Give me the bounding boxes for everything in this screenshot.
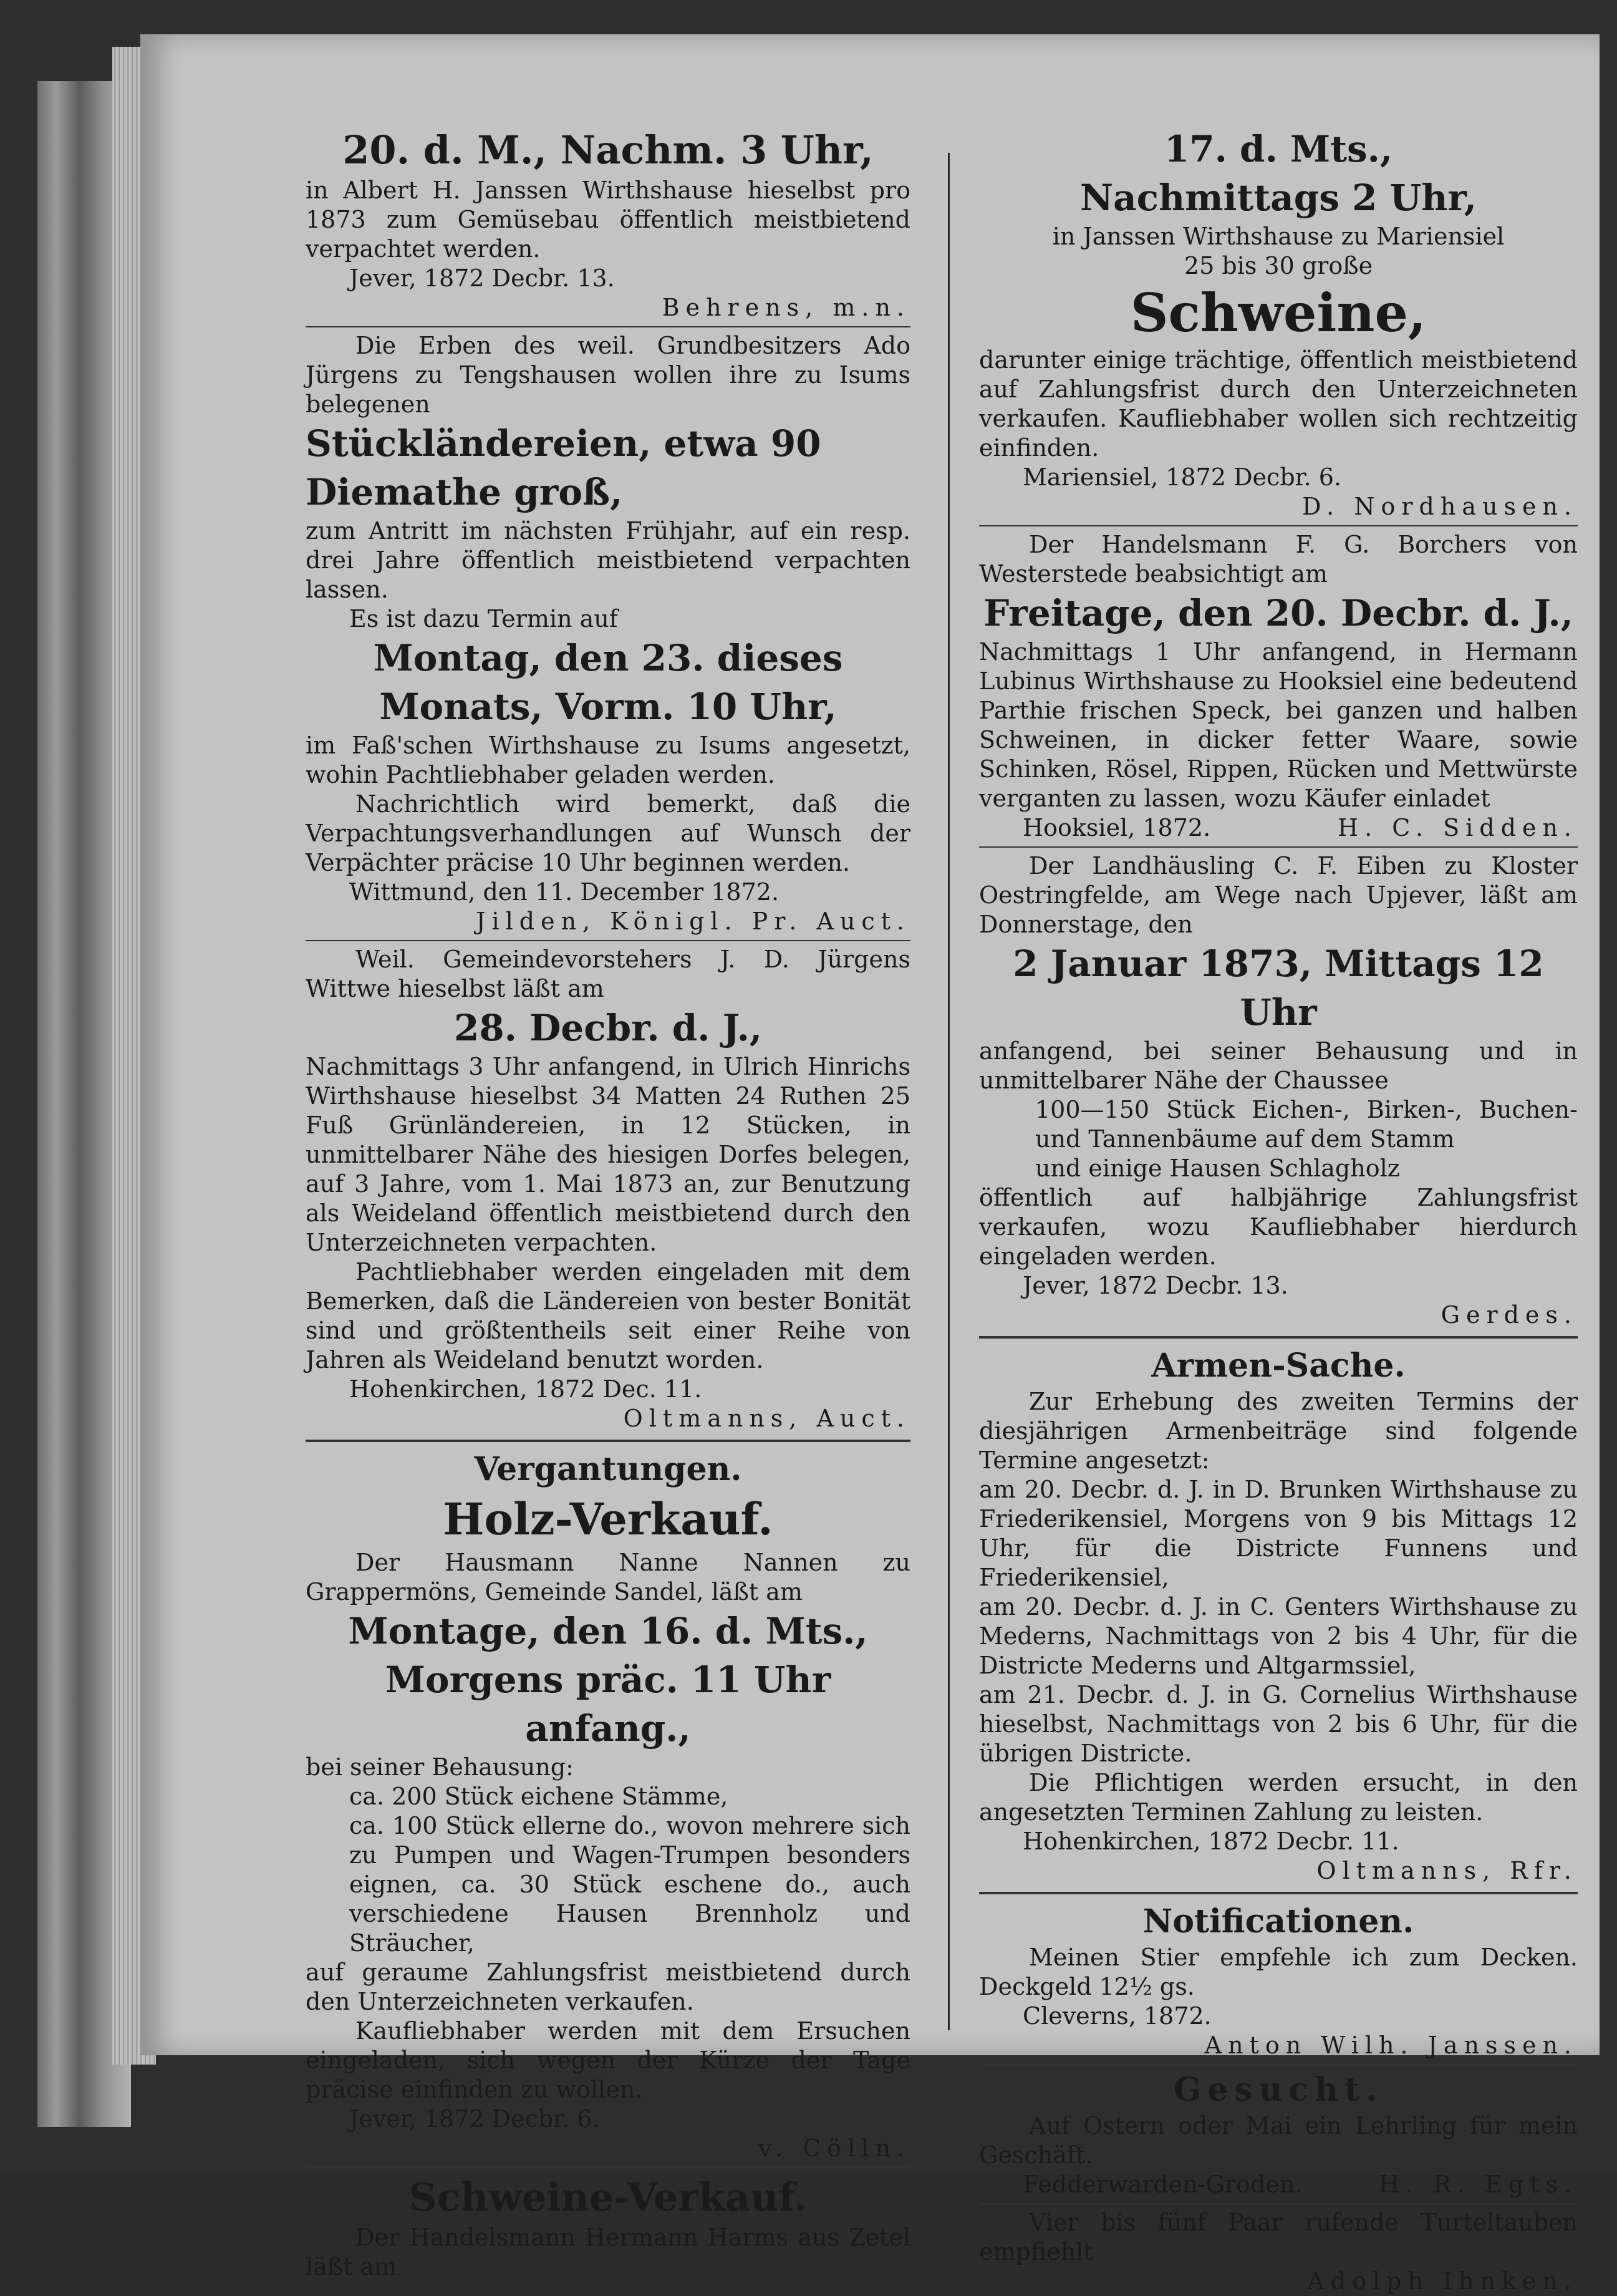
ad-list-item: ca. 200 Stück eichene Stämme,: [349, 1783, 728, 1810]
divider: [979, 846, 1578, 848]
ad-text: öffentlich auf halbjährige Zahlungsfrist verkaufen, wozu Kaufliebhaber hierdurch eingeladen werden.: [979, 1184, 1578, 1270]
ad-heading: Montage, den 16. d. Mts.,: [348, 1610, 868, 1652]
column-divider: [948, 153, 950, 2030]
ad-footer: [979, 2170, 1578, 2199]
ad-date: Hooksiel, 1872.: [1023, 814, 1211, 841]
divider: [306, 1440, 910, 1442]
ad-text: Es ist dazu Termin auf: [349, 605, 618, 632]
ad-heading: Holz-Verkauf.: [443, 1493, 773, 1545]
ad-list-item: am 20. Decbr. d. J. in D. Brunken Wirthshause zu Friederikensiel, Morgens von 9 bis Mittags 12 Uhr, für die Districte Funnens und Friederikensiel,: [979, 1476, 1578, 1591]
divider: [979, 1892, 1578, 1894]
ad-date: Jever, 1872 Decbr. 6.: [349, 2105, 600, 2133]
divider: [979, 2203, 1578, 2204]
ad-heading: Nachmittags 2 Uhr,: [1080, 177, 1477, 219]
ad-text: im Faß'schen Wirthshause zu Isums angesetzt, wohin Pachtliebhaber geladen werden.: [306, 732, 910, 788]
ad-text: Der Hausmann Nanne Nannen zu Grappermöns, Gemeinde Sandel, läßt am: [306, 1549, 910, 1606]
ad-text: in Albert H. Janssen Wirthshause hieselbst pro 1873 zum Gemüsebau öffentlich meistbietend verpachtet werden.: [306, 177, 910, 263]
divider: [979, 525, 1578, 526]
ad-date: Jever, 1872 Decbr. 13.: [349, 264, 615, 292]
ad-text: Der Handelsmann Hermann Harms aus Zetel läßt am: [306, 2224, 910, 2280]
right-column: [979, 125, 1578, 2296]
ad-heading: Stückländereien, etwa 90 Diemathe groß,: [306, 422, 821, 513]
ad-signature: Adolph Ihnken.: [1307, 2267, 1578, 2295]
ad-signature: H. R. Egts.: [1379, 2171, 1578, 2198]
ad-text: Der Handelsmann F. G. Borchers von Westerstede beabsichtigt am: [979, 531, 1578, 588]
ad-list-item: und einige Hausen Schlagholz: [1035, 1155, 1400, 1182]
ad-heading: Morgens präc. 11 Uhr anfang.,: [385, 1659, 831, 1750]
ad-heading: Schweine,: [1130, 282, 1427, 344]
divider: [306, 326, 910, 327]
ad-text: Kaufliebhaber werden mit dem Ersuchen eingeladen, sich wegen der Kürze der Tage präcise einfinden zu wollen.: [306, 2017, 910, 2103]
divider: [306, 2167, 910, 2168]
ad-signature: Behrens, m.n.: [662, 294, 910, 321]
ad-signature: H. C. Sidden.: [1337, 814, 1578, 841]
ad-text: Weil. Gemeindevorstehers J. D. Jürgens Wittwe hieselbst läßt am: [306, 946, 910, 1002]
ad-text: zum Antritt im nächsten Frühjahr, auf ein resp. drei Jahre öffentlich meistbietend verpachten lassen.: [306, 517, 910, 603]
ad-text: Meinen Stier empfehle ich zum Decken. Deckgeld 12½ gs.: [979, 1944, 1578, 2000]
section-heading: Vergantungen.: [474, 1450, 742, 1488]
ad-signature: Oltmanns, Auct.: [623, 1405, 910, 1432]
ad-date: Jever, 1872 Decbr. 13.: [1023, 1272, 1288, 1299]
ad-text: darunter einige trächtige, öffentlich meistbietend auf Zahlungsfrist durch den Unterzeichneten verkaufen. Kaufliebhaber wollen sich rechtzeitig einfinden.: [979, 346, 1578, 462]
ad-text: Der Landhäusling C. F. Eiben zu Kloster Oestringfelde, am Wege nach Upjever, läßt am Donnerstage, den: [979, 852, 1578, 938]
ad-text: auf geraume Zahlungsfrist meistbietend durch den Unterzeichneten verkaufen.: [306, 1959, 910, 2015]
ad-heading: Montag, den 23. dieses Monats, Vorm. 10 Uhr,: [373, 637, 843, 728]
ad-text: bei seiner Behausung:: [306, 1753, 574, 1781]
left-column: [306, 125, 910, 2282]
section-heading: Gesucht.: [1173, 2071, 1384, 2109]
ad-text: Auf Ostern oder Mai ein Lehrling für mein Geschäft.: [979, 2112, 1578, 2169]
ad-text: Pachtliebhaber werden eingeladen mit dem Bemerken, daß die Ländereien von bester Bonität sind und größtentheils seit einer Reihe von Jahren als Weideland benutzt worden.: [306, 1258, 910, 1373]
ad-footer: [979, 813, 1578, 843]
ad-signature: Anton Wilh. Janssen.: [1204, 2032, 1578, 2059]
ad-list-item: am 20. Decbr. d. J. in C. Genters Wirthshause zu Mederns, Nachmittags von 2 bis 4 Uhr, für die Districte Mederns und Altgarmssiel,: [979, 1593, 1578, 1679]
ad-date: Hohenkirchen, 1872 Decbr. 11.: [1023, 1828, 1399, 1855]
ad-list-item: am 21. Decbr. d. J. in G. Cornelius Wirthshause hieselbst, Nachmittags von 2 bis 6 Uhr, für die übrigen Districte.: [979, 1681, 1578, 1767]
divider: [979, 2064, 1578, 2065]
divider: [306, 940, 910, 941]
ad-text: Nachmittags 3 Uhr anfangend, in Ulrich Hinrichs Wirthshause hieselbst 34 Matten 24 Ruthen 25 Fuß Grünländereien, in 12 Stücken, in unmittelbarer Nähe des hiesigen Dorfes belegen, auf 3 Jahre, vom 1. Mai 1873 an, zur Benutzung als Weideland öffentlich meistbietend durch den Unterzeichneten verpachten.: [306, 1053, 910, 1256]
ad-date: Fedderwarden-Groden.: [1023, 2171, 1303, 2198]
ad-date: Wittmund, den 11. December 1872.: [349, 878, 780, 906]
ad-signature: Gerdes.: [1441, 1301, 1578, 1329]
ad-text: Nachmittags 1 Uhr anfangend, in Hermann Lubinus Wirthshause zu Hooksiel eine bedeutend Parthie frischen Speck, bei ganzen und halben Schweinen, in dicker fetter Waare, sowie Schinken, Rösel, Rippen, Rücken und Mettwürste verganten zu lassen, wozu Käufer einladet: [979, 638, 1578, 812]
ad-heading: Schweine-Verkauf.: [408, 2174, 808, 2220]
ad-heading: 17. d. Mts.,: [1164, 128, 1393, 170]
section-heading: Notificationen.: [1142, 1902, 1414, 1940]
ad-signature: D. Nordhausen.: [1301, 493, 1578, 520]
ad-list-item: 100—150 Stück Eichen-, Birken-, Buchen- und Tannenbäume auf dem Stamm: [1035, 1096, 1578, 1153]
ad-text: Die Erben des weil. Grundbesitzers Ado Jürgens zu Tengshausen wollen ihre zu Isums belegenen: [306, 332, 910, 418]
ad-signature: v. Cölln.: [758, 2134, 910, 2162]
ad-date: Cleverns, 1872.: [1023, 2002, 1212, 2030]
ad-list-item: ca. 100 Stück ellerne do., wovon mehrere sich zu Pumpen und Wagen-Trumpen besonders eignen, ca. 30 Stück eschene do., auch verschiedene Hausen Brennholz und Sträucher,: [349, 1812, 910, 1957]
ad-heading: Freitage, den 20. Decbr. d. J.,: [983, 592, 1573, 634]
ad-date: Hohenkirchen, 1872 Dec. 11.: [349, 1375, 702, 1403]
divider: [979, 1336, 1578, 1339]
ad-text: Nachrichtlich wird bemerkt, daß die Verpachtungsverhandlungen auf Wunsch der Verpächter präcise 10 Uhr beginnen werden.: [306, 790, 910, 876]
ad-date: Mariensiel, 1872 Decbr. 6.: [1023, 463, 1342, 491]
ad-text: in Janssen Wirthshause zu Mariensiel: [1052, 223, 1505, 250]
ad-text: Zur Erhebung des zweiten Termins der diesjährigen Armenbeiträge sind folgende Termine angesetzt:: [979, 1388, 1578, 1474]
ad-heading: 2 Januar 1873, Mittags 12 Uhr: [1013, 942, 1544, 1034]
ad-text: anfangend, bei seiner Behausung und in unmittelbarer Nähe der Chaussee: [979, 1037, 1578, 1094]
section-heading: Armen-Sache.: [1151, 1347, 1406, 1385]
ad-signature: Oltmanns, Rfr.: [1316, 1857, 1578, 1884]
ad-heading: 28. Decbr. d. J.,: [453, 1007, 763, 1049]
ad-signature: Jilden, Königl. Pr. Auct.: [476, 908, 910, 935]
ad-text: 25 bis 30 große: [1184, 252, 1373, 279]
ad-heading: 20. d. M., Nachm. 3 Uhr,: [342, 127, 874, 173]
ad-text: Vier bis fünf Paar rufende Turteltauben empfiehlt: [979, 2209, 1578, 2265]
ad-text: Die Pflichtigen werden ersucht, in den angesetzten Terminen Zahlung zu leisten.: [979, 1769, 1578, 1826]
